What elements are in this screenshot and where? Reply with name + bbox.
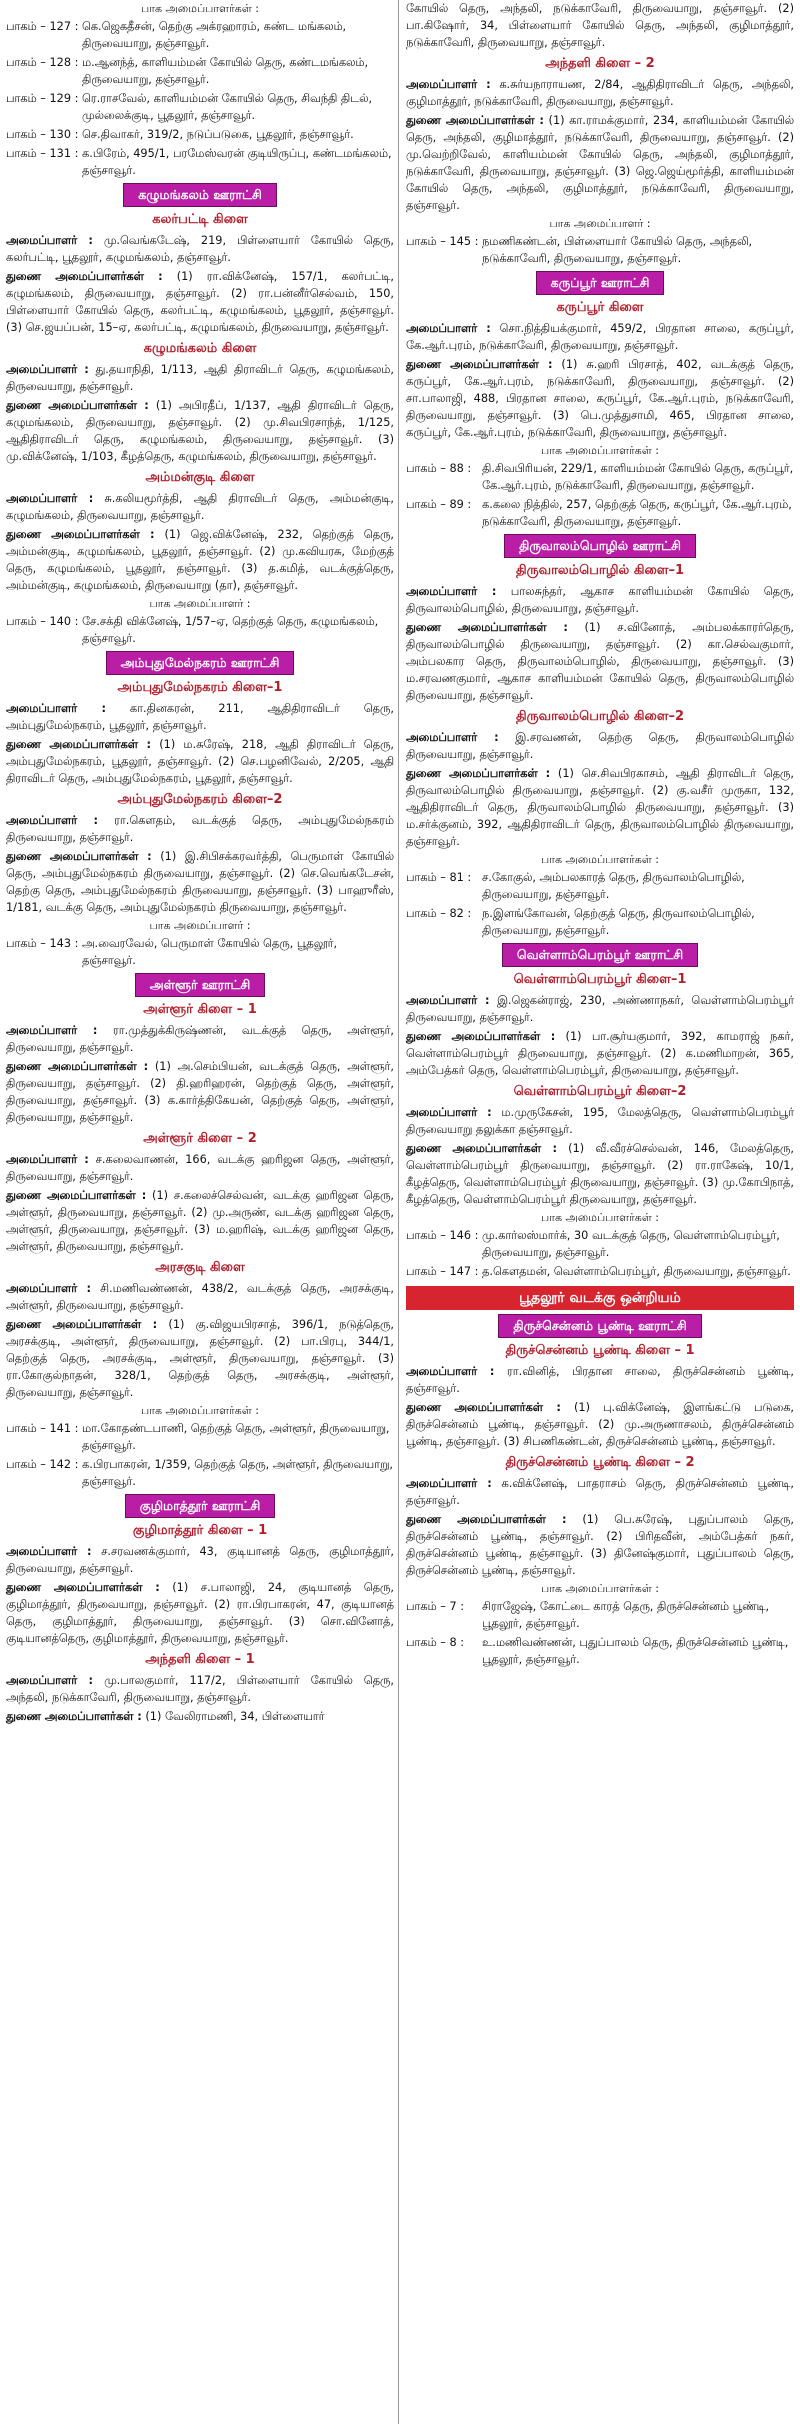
text: அள்ளூர் ஊராட்சி <box>135 973 266 997</box>
role-label: அமைப்பாளர் : <box>6 702 106 715</box>
booth-organizer: ரெ.ராசவேல், காளியம்மன் கோயில் தெரு, சிவந்தி திடல், முல்லைக்குடி, பூதலூர், தஞ்சாவூர். <box>82 92 373 122</box>
branch-heading: அள்ளூர் கிளை – 1 <box>143 1002 257 1017</box>
booth-organizer: மா.கோதண்டபாணி, தெற்குத் தெரு, அள்ளூர், திருவையாறு, தஞ்சாவூர். <box>82 1422 390 1452</box>
organizer <box>6 361 394 395</box>
panchayat-banner <box>6 183 394 207</box>
text: க.சுர்யநாராயண, 2/84, ஆதிதிராவிடர் தெரு, அந்தலி, குழிமாத்தூர், நடுக்காவேரி, திருவையாறு, தஞ்சாவூர். <box>406 78 794 108</box>
organizer <box>6 1280 394 1314</box>
text: (1) ச.வினோத், அம்பலக்காரர்தெரு, திருவாலம்பொழில் திருவையாறு, தஞ்சாவூர். (2) கா.செல்வகுமார், அம்பலகார தெரு, திருவாலம்பொழில், திருவையாறு, தஞ்சாவூர். (3) ம.சரவணகுமார், ஆகாச காளியம்மன் கோயில் தெரு, திருவாலம்பொழில் திருவையாறு, தஞ்சாவூர். <box>406 621 794 702</box>
text: திருச்சென்னம் பூண்டி ஊராட்சி <box>498 1314 701 1338</box>
booth-number: பாகம் – 89 : <box>406 498 472 511</box>
text: க.விக்னேஷ், பாதராசம் தெரு, திருச்சென்னம் பூண்டி, தஞ்சாவூர். <box>406 1477 795 1507</box>
role-label: துணை அமைப்பாளர்கள் : <box>6 1318 158 1331</box>
role-label: துணை அமைப்பாளர்கள் : <box>406 1513 567 1526</box>
role-label: துணை அமைப்பாளர்கள் : <box>6 1060 149 1073</box>
role-label: அமைப்பாளர் : <box>6 814 99 827</box>
branch-heading: திருச்சென்னம் பூண்டி கிளை – 2 <box>505 1455 695 1470</box>
booth-list <box>6 935 394 969</box>
role-label: துணை அமைப்பாளர்கள் : <box>406 621 568 634</box>
booth-number: பாகம் – 146 : <box>406 1229 479 1242</box>
role-label: துணை அமைப்பாளர்கள் : <box>6 1710 142 1723</box>
right-column <box>406 0 794 1670</box>
booth-list <box>406 869 794 939</box>
booth-organizer: கெ.ஜெகதீசன், தெற்கு அக்ரஹாரம், கண்ட மங்கலம், திருவையாறு, தஞ்சாவூர். <box>82 20 347 50</box>
booth-organizer: செ.திவாகர், 319/2, நடுப்படுகை, பூதலூர், தஞ்சாவூர். <box>82 128 354 141</box>
deputy-organizers <box>6 1058 394 1126</box>
role-label: அமைப்பாளர் : <box>6 363 89 376</box>
text: (1) வேலிராமணி, 34, பிள்ளையார் <box>141 1710 325 1723</box>
booth-header: பாக அமைப்பாளர்கள் : <box>141 2 259 15</box>
deputy-organizers <box>406 356 794 441</box>
deputy-organizers <box>6 397 394 465</box>
branch-heading: கழுமங்கலம் கிளை <box>143 341 257 356</box>
role-label: துணை அமைப்பாளர்கள் : <box>406 358 553 371</box>
branch-heading: அரசகுடி கிளை <box>155 1260 245 1275</box>
booth-number: பாகம் – 81 : <box>406 871 472 884</box>
text: (1) கா.ராமக்குமார், 234, காளியம்மன் கோயில் தெரு, அந்தலி, குழிமாத்தூர், நடுக்காவேரி, திருவையாறு, தஞ்சாவூர். (2) மு.வெற்றிவேல், காளியம்மன் கோயில் தெரு, அந்தலி, குழிமாத்தூர், நடுக்காவேரி, திருவையாறு, தஞ்சாவூர். (3) ஜெ.ஜெய்மூர்த்தி, காளியம்மன் கோயில் தெரு, அந்தலி, குழிமாத்தூர், நடுக்காவேரி, திருவையாறு, தஞ்சாவூர். <box>406 114 795 212</box>
text: (1) அ.செம்பியன், வடக்குத் தெரு, அள்ளூர், திருவையாறு, தஞ்சாவூர். (2) தி.ஹரிஹரன், தெற்குத் தெரு, அள்ளூர், திருவையாறு, தஞ்சாவூர். (3) க.கார்த்திகேயன், தெற்குத் தெரு, அள்ளூர், திருவையாறு, தஞ்சாவூர். <box>6 1060 395 1124</box>
booth-list <box>6 613 394 647</box>
booth-number: பாகம் – 8 : <box>406 1636 465 1649</box>
panchayat-banner <box>406 943 794 967</box>
role-label: அமைப்பாளர் : <box>406 78 491 91</box>
role-label: அமைப்பாளர் : <box>6 1153 89 1166</box>
deputy-organizers <box>6 736 394 787</box>
role-label: அமைப்பாளர் : <box>406 1477 492 1490</box>
booth-row <box>406 233 794 267</box>
booth-number: பாகம் – 128 : <box>6 56 79 69</box>
branch-heading: வெள்ளாம்பெரம்பூர் கிளை–1 <box>513 972 687 987</box>
branch-heading: அந்தளி கிளை – 1 <box>145 1652 255 1667</box>
text: ரா.வினித், பிரதான சாலை, திருச்சென்னம் பூண்டி, தஞ்சாவூர். <box>406 1365 794 1395</box>
booth-number: பாகம் – 143 : <box>6 937 79 950</box>
role-label: துணை அமைப்பாளர்கள் : <box>406 767 551 780</box>
organizer <box>406 76 794 110</box>
booth-number: பாகம் – 127 : <box>6 20 79 33</box>
role-label: துணை அமைப்பாளர்கள் : <box>6 738 152 751</box>
role-label: துணை அமைப்பாளர்கள் : <box>6 1581 160 1594</box>
text: வெள்ளாம்பெரம்பூர் ஊராட்சி <box>502 943 698 967</box>
organizer <box>6 700 394 734</box>
branch-heading: அம்புதுமேல்நகரம் கிளை–2 <box>117 792 283 807</box>
booth-list <box>406 1598 794 1668</box>
booth-row <box>6 935 394 969</box>
text: (1) செ.சிவபிரகாசம், ஆதி திராவிடர் தெரு, திருவாலம்பொழில் திருவையாறு, தஞ்சாவூர். (2) கு.வசீர் முருகா, 132, ஆதிதிராவிடர் தெரு, திருவாலம்பொழில் திருவையாறு, தஞ்சாவூர். (3) ம.சர்க்குனம், 392, ஆதிதிராவிடர் தெரு, திருவாலம்பொழில் திருவையாறு, தஞ்சாவூர். <box>406 767 794 848</box>
text: சொ.நித்தியக்குமார், 459/2, பிரதான சாலை, கருப்பூர், கே.ஆர்.புரம், நடுக்காவேரி, திருவையாறு, தஞ்சாவூர். <box>406 322 794 352</box>
booth-row <box>6 145 394 179</box>
booth-row <box>6 1420 394 1454</box>
text: (1) ச.பாலாஜி, 24, குடியானத் தெரு, குழிமாத்தூர், திருவையாறு, தஞ்சாவூர். (2) ரா.பிரபாகரன், 47, குடியானத் தெரு, குழிமாத்தூர், திருவையாறு, தஞ்சாவூர். (3) சொ.வினோத், குடியானத்தெரு, குழிமாத்தூர், திருவையாறு, தஞ்சாவூர். <box>6 1581 394 1645</box>
booth-list <box>6 18 394 179</box>
text: (1) ச.கலைச்செல்வன், வடக்கு ஹரிஜன தெரு, அள்ளூர், திருவையாறு, தஞ்சாவூர். (2) மு.அருண், வடக்கு ஹரிஜன தெரு, அள்ளூர், திருவையாறு, தஞ்சாவூர். (3) ம.ஹரிஷ், வடக்கு ஹரிஜன தெரு, அள்ளூர், திருவையாறு, தஞ்சாவூர். <box>6 1189 395 1253</box>
organizer <box>6 490 394 524</box>
booth-list <box>406 233 794 267</box>
branch-heading: திருச்சென்னம் பூண்டி கிளை – 1 <box>505 1343 695 1358</box>
booth-number: பாகம் – 145 : <box>406 235 479 248</box>
text: ம.முருகேசன், 195, மேலத்தெரு, வெள்ளாம்பெரம்பூர் திருவையாறு தலுக்கா தஞ்சாவூர். <box>406 1106 794 1136</box>
organizer <box>6 1151 394 1185</box>
text: பாலசுந்தர், ஆகாச காளியம்மன் கோயில் தெரு, திருவாலம்பொழில், திருவையாறு, தஞ்சாவூர். <box>406 585 794 615</box>
left-column <box>6 0 394 1727</box>
booth-header: பாக அமைப்பாளர்கள் : <box>541 1582 659 1595</box>
role-label: அமைப்பாளர் : <box>6 1545 92 1558</box>
booth-row <box>6 613 394 647</box>
organizer <box>6 1672 394 1706</box>
role-label: அமைப்பாளர் : <box>406 994 490 1007</box>
role-label: அமைப்பாளர் : <box>6 1282 92 1295</box>
booth-number: பாகம் – 140 : <box>6 615 79 628</box>
organizer <box>406 1363 794 1397</box>
booth-number: பாகம் – 141 : <box>6 1422 79 1435</box>
organizer <box>406 992 794 1026</box>
branch-heading: திருவாலம்பொழில் கிளை–2 <box>515 709 685 724</box>
text: (1) இ.சிபிசக்கரவர்த்தி, பெருமாள் கோயில் தெரு, அம்புதுமேல்நகரம் திருவையாறு, தஞ்சாவூர். (2) செ.வெங்கடேசன், தெற்கு தெரு, அம்புதுமேல்நகரம் திருவையாறு, தஞ்சாவூர். (3) பாஹுரீஸ், 1/181, வடக்கு தெரு, அம்புதுமேல்நகரம் திருவையாறு, தஞ்சாவூர். <box>6 850 394 914</box>
booth-row <box>6 54 394 88</box>
booth-organizer: ம.ஆனந்த், காளியம்மன் கோயில் தெரு, கண்டமங்கலம், திருவையாறு, தஞ்சாவூர். <box>82 56 369 86</box>
role-label: துணை அமைப்பாளர்கள் : <box>406 1030 556 1043</box>
booth-number: பாகம் – 88 : <box>406 462 472 475</box>
booth-row <box>6 1456 394 1490</box>
booth-number: பாகம் – 82 : <box>406 907 472 920</box>
deputy-organizers <box>406 619 794 704</box>
panchayat-banner <box>6 651 394 675</box>
text: (1) ரா.விக்னேஷ், 157/1, கலர்பட்டி, கழுமங்கலம், திருவையாறு, தஞ்சாவூர். (2) ரா.பன்னீர்செல்வம், 150, பிள்ளையார் கோயில் தெரு, கலர்பட்டி, கழுமங்கலம், பூதலூர், தஞ்சாவூர். (3) செ.ஜயப்பன், 15–ஏ, கலர்பட்டி, கழுமங்கலம், திருவையாறு, தஞ்சாவூர். <box>6 270 394 334</box>
booth-row <box>406 869 794 903</box>
booth-organizer: ந.இளங்கோவன், தெற்குத் தெரு, திருவாலம்பொழில், திருவையாறு, தஞ்சாவூர். <box>482 907 755 937</box>
booth-row <box>6 90 394 124</box>
branch-heading: அம்மன்குடி கிளை <box>145 470 255 485</box>
branch-heading: குழிமாத்தூர் கிளை – 1 <box>132 1523 268 1538</box>
deputy-organizers <box>406 1399 794 1450</box>
role-label: அமைப்பாளர் : <box>6 234 93 247</box>
role-label: அமைப்பாளர் : <box>6 1674 94 1687</box>
text: திருவாலம்பொழில் ஊராட்சி <box>504 534 696 558</box>
text: இ.ஜெகன்ராஜ், 230, அண்ணாநகர், வெள்ளாம்பெரம்பூர் திருவையாறு, தஞ்சாவூர். <box>406 994 794 1024</box>
booth-number: பாகம் – 147 : <box>406 1265 479 1278</box>
booth-organizer: க.பிரேம், 495/1, பரமேஸ்வரன் குடியிருப்பு, கண்டமங்கலம், தஞ்சாவூர். <box>82 147 392 177</box>
role-label: துணை அமைப்பாளர்கள் : <box>406 1142 557 1155</box>
booth-organizer: மு.கார்லஸ்மார்க், 30 வடக்குத் தெரு, வெள்ளாம்பெரம்பூர், திருவையாறு, தஞ்சாவூர். <box>482 1229 780 1259</box>
role-label: அமைப்பாளர் : <box>6 1024 98 1037</box>
booth-organizer: க.பிரபாகரன், 1/359, தெற்குத் தெரு, அள்ளூர், திருவையாறு, தஞ்சாவூர். <box>82 1458 393 1488</box>
text: (1) வீ.வீரச்செல்வன், 146, மேலத்தெரு, வெள்ளாம்பெரம்பூர் திருவையாறு, தஞ்சாவூர். (2) ரா.ராகேஷ், 10/1, கீழத்தெரு, வெள்ளாம்பெரம்பூர் திருவையாறு, தஞ்சாவூர். (3) மு.கோபிநாத், கீழத்தெரு, வெள்ளாம்பெரம்பூர் திருவையாறு, தஞ்சாவூர். <box>406 1142 794 1206</box>
deputy-organizers <box>406 1511 794 1579</box>
text: (1) கு.விஜயபிரசாத், 396/1, நடுத்தெரு, அரசக்குடி, அள்ளூர், திருவையாறு, தஞ்சாவூர். (2) பா.பிரபு, 344/1, தெற்குத் தெரு, அரசக்குடி, அள்ளூர், திருவையாறு, தஞ்சாவூர். (3) ரா.கோகுல்நாதன், 328/1, தெற்குத் தெரு, அரசக்குடி, அள்ளூர், திருவையாறு, தஞ்சாவூர். <box>6 1318 395 1399</box>
booth-row <box>406 1598 794 1632</box>
deputy-organizers <box>6 1187 394 1255</box>
deputy-organizers <box>406 765 794 850</box>
text: ரா.கௌதம், வடக்குத் தெரு, அம்புதுமேல்நகரம் திருவையாறு, தஞ்சாவூர். <box>6 814 394 844</box>
role-label: துணை அமைப்பாளர்கள் : <box>6 528 155 541</box>
text: கா.தினகரன், 211, ஆதிதிராவிடர் தெரு, அம்புதுமேல்நகரம், பூதலூர், தஞ்சாவூர். <box>6 702 394 732</box>
text: து.தயாநிதி, 1/113, ஆதி திராவிடர் தெரு, கழுமங்கலம், திருவையாறு, தஞ்சாவூர். <box>6 363 394 393</box>
organizer <box>406 583 794 617</box>
booth-header: பாக அமைப்பாளர் : <box>149 597 251 610</box>
branch-heading: திருவாலம்பொழில் கிளை–1 <box>515 563 685 578</box>
organizer <box>6 232 394 266</box>
panchayat-banner <box>406 1314 794 1338</box>
text: ச.கலைவாணன், 166, வடக்கு ஹரிஜன தெரு, அள்ளூர், திருவையாறு, தஞ்சாவூர். <box>6 1153 394 1183</box>
booth-header: பாக அமைப்பாளர்கள் : <box>141 1404 259 1417</box>
role-label: அமைப்பாளர் : <box>406 1365 495 1378</box>
role-label: அமைப்பாளர் : <box>406 322 491 335</box>
text: (1) ம.சுரேஷ், 218, ஆதி திராவிடர் தெரு, அம்புதுமேல்நகரம், பூதலூர், தஞ்சாவூர். (2) செ.பழனிவேல், 2/205, ஆதி திராவிடர் தெரு, அம்புதுமேல்நகரம், பூதலூர், தஞ்சாவூர். <box>6 738 394 785</box>
continued-text: கோயில் தெரு, அந்தலி, நடுக்காவேரி, திருவையாறு, தஞ்சாவூர். (2) பா.கிஷோர், 34, பிள்ளையார் கோயில் தெரு, அந்தலி, குழிமாத்தூர், நடுக்காவேரி, திருவையாறு, தஞ்சாவூர். <box>406 2 794 49</box>
organizer <box>406 320 794 354</box>
deputy-organizers <box>6 1316 394 1401</box>
booth-list <box>406 1227 794 1280</box>
booth-row <box>406 1227 794 1261</box>
branch-heading: அம்புதுமேல்நகரம் கிளை–1 <box>117 680 283 695</box>
deputy-organizers <box>406 1028 794 1079</box>
panchayat-banner <box>6 973 394 997</box>
branch-heading: வெள்ளாம்பெரம்பூர் கிளை–2 <box>513 1084 687 1099</box>
organizer <box>6 1543 394 1577</box>
deputy-organizers <box>6 268 394 336</box>
panchayat-banner <box>406 271 794 295</box>
role-label: அமைப்பாளர் : <box>406 1106 492 1119</box>
panchayat-banner <box>6 1494 394 1518</box>
text: (1) பெ.சுரேஷ், புதுப்பாலம் தெரு, திருச்சென்னம் பூண்டி, தஞ்சாவூர். (2) பிரிதவீன், அம்பேத்கர் நகர், திருச்சென்னம் பூண்டி, தஞ்சாவூர். (3) தினேஷ்குமார், புதுப்பாலம் தெரு, திருச்சென்னம் பூண்டி, தஞ்சாவூர். <box>406 1513 794 1577</box>
booth-organizer: தி.சிவபிரியன், 229/1, காளியம்மன் கோயில் தெரு, கருப்பூர், கே.ஆர்.புரம், நடுக்காவேரி, திருவையாறு, தஞ்சாவூர். <box>482 462 794 492</box>
text: ரா.முத்துக்கிருஷ்ணன், வடக்குத் தெரு, அள்ளூர், திருவையாறு, தஞ்சாவூர். <box>6 1024 394 1054</box>
booth-header: பாக அமைப்பாளர்கள் : <box>541 444 659 457</box>
booth-list <box>406 460 794 530</box>
branch-heading: அந்தளி கிளை – 2 <box>545 56 655 71</box>
booth-row <box>406 1634 794 1668</box>
union-banner: பூதலூர் வடக்கு ஒன்றியம் <box>406 1286 794 1310</box>
role-label: துணை அமைப்பாளர்கள் : <box>406 114 544 127</box>
booth-header: பாக அமைப்பாளர் : <box>149 919 251 932</box>
booth-row <box>6 126 394 143</box>
booth-number: பாகம் – 130 : <box>6 128 79 141</box>
text: சி.மணிவண்ணன், 438/2, வடக்குத் தெரு, அரசக்குடி, அள்ளூர், திருவையாறு, தஞ்சாவூர். <box>6 1282 394 1312</box>
booth-organizer: நமணிகண்டன், பிள்ளையார் கோயில் தெரு, அந்தலி, நடுக்காவேரி, திருவையாறு, தஞ்சாவூர். <box>482 235 753 265</box>
text: இ.சரவணன், தெற்கு தெரு, திருவாலம்பொழில் திருவையாறு, தஞ்சாவூர். <box>406 731 794 761</box>
text: (1) சு.ஹரி பிரசாத், 402, வடக்குத் தெரு, கருப்பூர், கே.ஆர்.புரம், நடுக்காவேரி, திருவையாறு, தஞ்சாவூர். (2) சா.பாலாஜி, 488, பிரதான சாலை, கருப்பூர், கே.ஆர்.புரம், நடுக்காவேரி, திருவையாறு, தஞ்சாவூர். (3) பெ.முத்துசாமி, 465, பிரதான சாலை, கருப்பூர், கே.ஆர்.புரம், நடுக்காவேரி, திருவையாறு, தஞ்சாவூர். <box>406 358 794 439</box>
deputy-organizers <box>6 526 394 594</box>
role-label: துணை அமைப்பாளர்கள் : <box>6 1189 147 1202</box>
booth-row <box>406 496 794 530</box>
booth-number: பாகம் – 129 : <box>6 92 79 105</box>
text: (1) ஜெ.விக்னேஷ், 232, தெற்குத் தெரு, அம்மன்குடி, கழுமங்கலம், பூதலூர், தஞ்சாவூர். (2) மு.கவியரசு, மேற்குத் தெரு, கழுமங்கலம், பூதலூர், தஞ்சாவூர். (3) த.கமித், வடக்குத்தெரு, அம்மன்குடி, கழுமங்கலம், திருவையாறு (தா), தஞ்சாவூர். <box>6 528 395 592</box>
text: ச.சரவணக்குமார், 43, குடியானத் தெரு, குழிமாத்தூர், திருவையாறு, தஞ்சாவூர். <box>6 1545 394 1575</box>
booth-list <box>6 1420 394 1490</box>
booth-row <box>406 1263 794 1280</box>
deputy-organizers <box>6 848 394 916</box>
booth-organizer: ச.கோகுல், அம்பலகாரத் தெரு, திருவாலம்பொழில், திருவையாறு, தஞ்சாவூர். <box>482 871 745 901</box>
booth-number: பாகம் – 7 : <box>406 1600 465 1613</box>
deputy-organizers <box>6 1708 394 1725</box>
organizer <box>6 812 394 846</box>
booth-number: பாகம் – 131 : <box>6 147 79 160</box>
organizer <box>406 1475 794 1509</box>
branch-heading: கலர்பட்டி கிளை <box>152 212 248 227</box>
booth-organizer: அ.வைரவேல், பெருமாள் கோயில் தெரு, பூதலூர், தஞ்சாவூர். <box>82 937 338 967</box>
column-divider <box>398 0 399 2424</box>
branch-heading: கருப்பூர் கிளை <box>556 300 644 315</box>
role-label: அமைப்பாளர் : <box>6 492 94 505</box>
text: குழிமாத்தூர் ஊராட்சி <box>125 1494 276 1518</box>
booth-number: பாகம் – 142 : <box>6 1458 79 1471</box>
text: (1) அபிரதீப், 1/137, ஆதி திராவிடர் தெரு, கழுமங்கலம், திருவையாறு, தஞ்சாவூர். (2) மு.சிவபிரசாந்த், 1/125, ஆதிதிராவிடர் தெரு, கழுமங்கலம், திருவையாறு, தஞ்சாவூர். (3) மு.விக்னேஷ், 1/103, கீழத்தெரு, கழுமங்கலம், திருவையாறு, தஞ்சாவூர். <box>6 399 394 463</box>
deputy-organizers <box>6 1579 394 1647</box>
deputy-organizers <box>406 1140 794 1208</box>
booth-organizer: க.கலை நித்தில், 257, தெற்குத் தெரு, கருப்பூர், கே.ஆர்.புரம், நடுக்காவேரி, திருவையாறு, தஞ்சாவூர். <box>482 498 792 528</box>
role-label: அமைப்பாளர் : <box>406 731 499 744</box>
booth-organizer: த.கௌதமன், வெள்ளாம்பெரம்பூர், திருவையாறு, தஞ்சாவூர். <box>482 1265 791 1278</box>
booth-row <box>406 905 794 939</box>
text: மு.பாலகுமார், 117/2, பிள்ளையார் கோயில் தெரு, அந்தலி, நடுக்காவேரி, திருவையாறு, தஞ்சாவூர். <box>6 1674 394 1704</box>
text: (1) பா.சூர்யகுமார், 392, காமராஜ் நகர், வெள்ளாம்பெரம்பூர் திருவையாறு, தஞ்சாவூர். (2) க.மணிமாறன், 365, அம்பேத்கர் தெரு, வெள்ளாம்பெரம்பூர், திருவையாறு, தஞ்சாவூர். <box>406 1030 794 1077</box>
role-label: துணை அமைப்பாளர்கள் : <box>6 399 149 412</box>
role-label: துணை அமைப்பாளர்கள் : <box>406 1401 561 1414</box>
role-label: துணை அமைப்பாளர்கள் : <box>6 850 152 863</box>
organizer <box>406 1104 794 1138</box>
booth-header: பாக அமைப்பாளர் : <box>549 217 651 230</box>
booth-organizer: சே.சக்தி விக்னேஷ், 1/57–ஏ, தெற்குத் தெரு, கழுமங்கலம், தஞ்சாவூர். <box>82 615 379 645</box>
organizer <box>406 729 794 763</box>
booth-row <box>6 18 394 52</box>
branch-heading: அள்ளூர் கிளை – 2 <box>143 1131 257 1146</box>
deputy-organizers <box>406 112 794 214</box>
role-label: துணை அமைப்பாளர்கள் : <box>6 270 163 283</box>
panchayat-banner <box>406 534 794 558</box>
booth-row <box>406 460 794 494</box>
text: (1) பு.விக்னேஷ், இளங்கட்டு படுகை, திருச்சென்னம் பூண்டி, தஞ்சாவூர். (2) மு.அருணாசலம், திருச்சென்னம் பூண்டி, தஞ்சாவூர். (3) சிபணிகண்டன், திருச்சென்னம் பூண்டி, தஞ்சாவூர். <box>406 1401 795 1448</box>
text: கருப்பூர் ஊராட்சி <box>536 271 665 295</box>
booth-organizer: உ.மணிவண்ணன், புதுப்பாலம் தெரு, திருச்சென்னம் பூண்டி, பூதலூர், தஞ்சாவூர். <box>482 1636 789 1666</box>
text: கழுமங்கலம் ஊராட்சி <box>123 183 277 207</box>
role-label: அமைப்பாளர் : <box>406 585 497 598</box>
text: மு.வெங்கடேஷ், 219, பிள்ளையார் கோயில் தெரு, கலர்பட்டி, பூதலூர், கழுமங்கலம், தஞ்சாவூர். <box>6 234 394 264</box>
text: சு.கலியமூர்த்தி, ஆதி திராவிடர் தெரு, அம்மன்குடி, கழுமங்கலம், திருவையாறு, தஞ்சாவூர். <box>6 492 394 522</box>
text: அம்புதுமேல்நகரம் ஊராட்சி <box>106 651 295 675</box>
booth-organizer: சிராஜேஷ், கோட்டை காரத் தெரு, திருச்சென்னம் பூண்டி, பூதலூர், தஞ்சாவூர். <box>482 1600 770 1630</box>
organizer <box>6 1022 394 1056</box>
booth-header: பாக அமைப்பாளர்கள் : <box>541 1211 659 1224</box>
booth-header: பாக அமைப்பாளர்கள் : <box>541 853 659 866</box>
